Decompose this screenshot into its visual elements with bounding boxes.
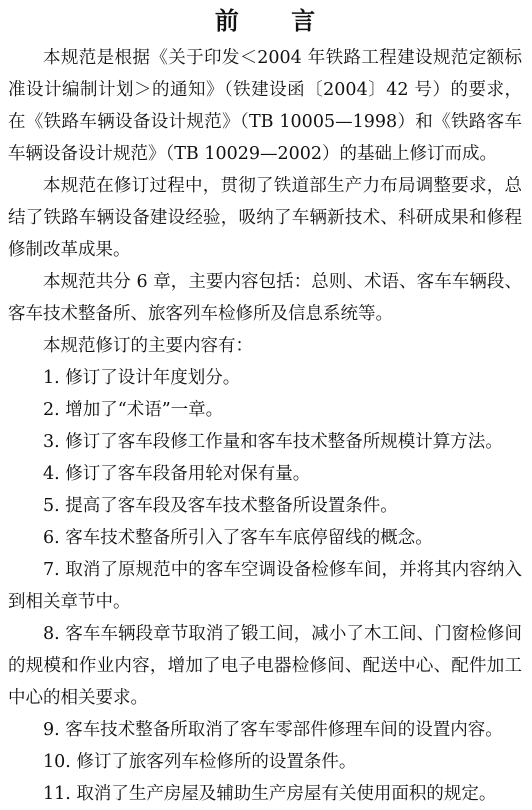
list-item: 8. 客车车辆段章节取消了锻工间，减小了木工间、门窗检修间的规模和作业内容，增加了电子电器检修间、配送中心、配件加工中心的相关要求。 — [8, 624, 522, 708]
paragraph: 本规范修订的主要内容有： — [43, 336, 253, 356]
list-item: 10. 修订了旅客列车检修所的设置条件。 — [43, 752, 357, 772]
paragraph: 本规范是根据《关于印发＜2004 年铁路工程建设规范定额标准设计编制计划＞的通知》（铁建设函〔2004〕42 号）的要求，在《铁路车辆设备设计规范》（TB 10005—1998）和《铁路客车车辆设备设计规范》（TB 10029—2002）的基础上修订而成。 — [8, 48, 522, 164]
paragraph: 本规范在修订过程中，贯彻了铁道部生产力布局调整要求，总结了铁路车辆设备建设经验，吸纳了车辆新技术、科研成果和修程修制改革成果。 — [8, 176, 522, 260]
list-item: 5. 提高了客车段及客车技术整备所设置条件。 — [43, 496, 398, 516]
list-item: 2. 增加了“术语”一章。 — [43, 400, 224, 420]
page-title: 前 言 — [214, 6, 338, 35]
list-item: 4. 修订了客车段备用轮对保有量。 — [43, 464, 311, 484]
list-item: 6. 客车技术整备所引入了客车车底停留线的概念。 — [43, 528, 433, 548]
list-item: 11. 取消了生产房屋及辅助生产房屋有关使用面积的规定。 — [43, 784, 497, 804]
paragraph: 本规范共分 6 章，主要内容包括：总则、术语、客车车辆段、客车技术整备所、旅客列车检修所及信息系统等。 — [8, 272, 522, 324]
list-item: 1. 修订了设计年度划分。 — [43, 368, 241, 388]
list-item: 3. 修订了客车段修工作量和客车技术整备所规模计算方法。 — [43, 432, 503, 452]
list-item: 7. 取消了原规范中的客车空调设备检修车间，并将其内容纳入到相关章节中。 — [8, 560, 522, 612]
list-item: 9. 客车技术整备所取消了客车零部件修理车间的设置内容。 — [43, 720, 503, 740]
